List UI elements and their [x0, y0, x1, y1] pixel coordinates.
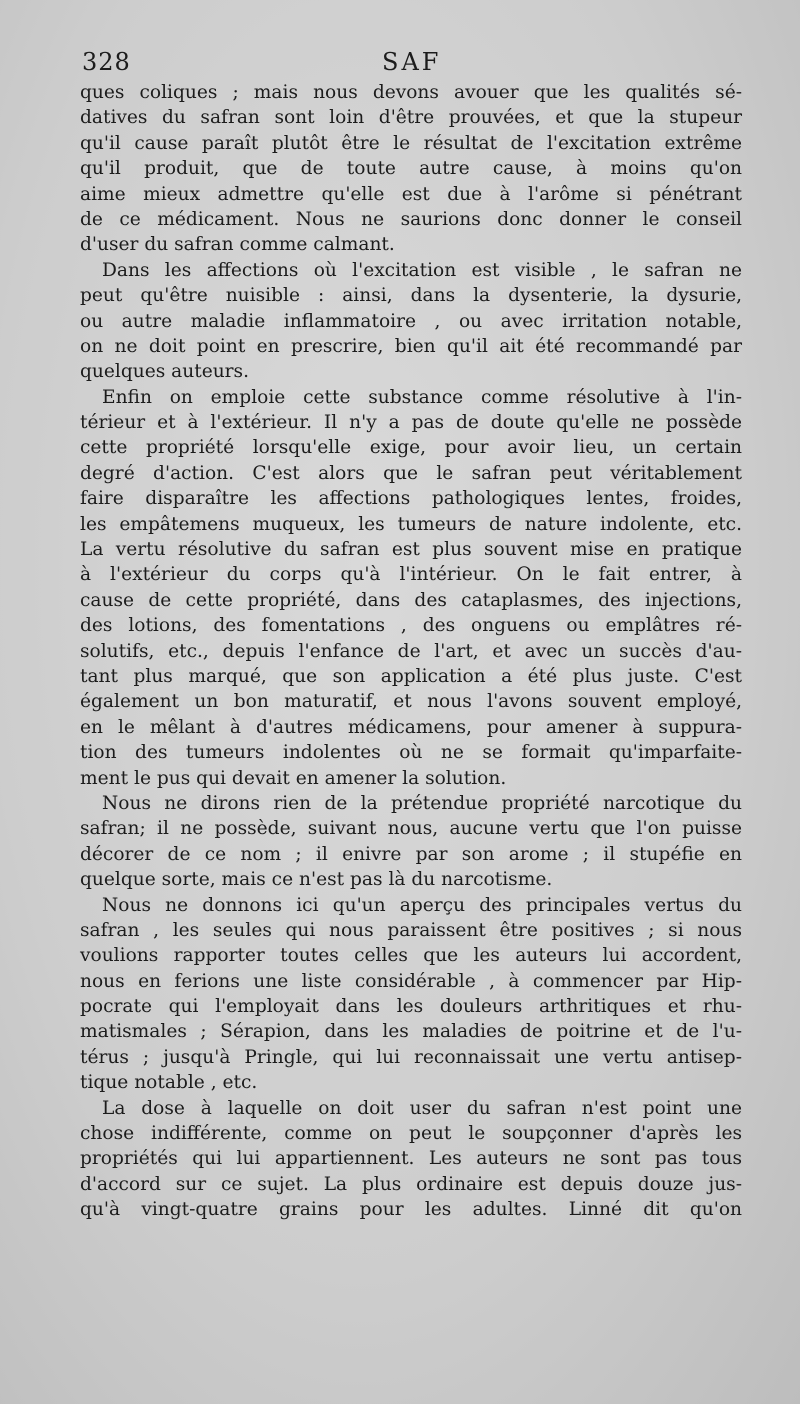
text-line: ques coliques ; mais nous devons avouer que les qualités sé- [80, 82, 742, 103]
text-line: chose indifférente, comme on peut le soupçonner d'après les [80, 1123, 742, 1145]
text-line: Nous ne donnons ici qu'un aperçu des principales vertus du [102, 894, 742, 916]
text-line: faire disparaître les affections pathologiques lentes, froides, [80, 488, 742, 510]
text-line: pocrate qui l'employait dans les douleurs arthritiques et rhu- [80, 996, 742, 1018]
text-line: solutifs, etc., depuis l'enfance de l'art, et avec un succès d'au- [80, 640, 742, 662]
text-line: La dose à laquelle on doit user du safran n'est point une [102, 1097, 742, 1119]
paragraph [80, 791, 742, 893]
text-line: safran , les seules qui nous paraissent être positives ; si nous [80, 919, 742, 941]
text-line: térieur et à l'extérieur. Il n'y a pas de doute qu'elle ne possède [80, 412, 742, 434]
page-header [82, 48, 742, 78]
text-line: cette propriété lorsqu'elle exige, pour avoir lieu, un certain [80, 437, 742, 459]
text-line: degré d'action. C'est alors que le safran peut véritablement [80, 462, 742, 484]
text-line: propriétés qui lui appartiennent. Les auteurs ne sont pas tous [80, 1148, 742, 1170]
text-line: Dans les affections où l'excitation est visible , le safran ne [102, 259, 742, 281]
text-line: peut qu'être nuisible : ainsi, dans la dysenterie, la dysurie, [80, 285, 742, 307]
text-line: des lotions, des fomentations , des onguens ou emplâtres ré- [80, 615, 742, 637]
paragraph [80, 80, 742, 258]
paragraph [80, 258, 742, 385]
running-head: SAF [382, 48, 442, 76]
text-line: quelque sorte, mais ce n'est pas là du narcotisme. [80, 869, 553, 891]
text-line: d'user du safran comme calmant. [80, 234, 395, 256]
text-line: qu'à vingt-quatre grains pour les adultes. Linné dit qu'on [80, 1199, 742, 1221]
text-line: matismales ; Sérapion, dans les maladies de poitrine et de l'u- [80, 1021, 742, 1043]
paragraph [80, 1096, 742, 1223]
text-line: voulions rapporter toutes celles que les auteurs lui accordent, [80, 945, 742, 967]
text-line: térus ; jusqu'à Pringle, qui lui reconnaissait une vertu antisep- [80, 1046, 742, 1068]
text-line: La vertu résolutive du safran est plus souvent mise en pratique [80, 539, 742, 561]
text-line: les empâtemens muqueux, les tumeurs de nature indolente, etc. [80, 513, 742, 535]
text-line: cause de cette propriété, dans des cataplasmes, des injections, [80, 589, 742, 611]
text-line: datives du safran sont loin d'être prouvées, et que la stupeur [80, 107, 742, 129]
text-line: tant plus marqué, que son application a été plus juste. C'est [80, 665, 742, 687]
paragraph [80, 893, 742, 1096]
text-line: qu'il cause paraît plutôt être le résultat de l'excitation extrême [80, 132, 742, 154]
text-line: également un bon maturatif, et nous l'avons souvent employé, [80, 691, 742, 713]
text-line: en le mêlant à d'autres médicamens, pour amener à suppura- [80, 716, 742, 738]
text-line: de ce médicament. Nous ne saurions donc donner le conseil [80, 208, 742, 230]
text-line: décorer de ce nom ; il enivre par son arome ; il stupéfie en [80, 843, 742, 865]
text-line: on ne doit point en prescrire, bien qu'il ait été recommandé par [80, 335, 742, 357]
text-line: d'accord sur ce sujet. La plus ordinaire est depuis douze jus- [80, 1173, 742, 1195]
text-line: Nous ne dirons rien de la prétendue propriété narcotique du [102, 792, 742, 814]
text-line: tion des tumeurs indolentes où ne se formait qu'imparfaite- [80, 742, 742, 764]
text-line: qu'il produit, que de toute autre cause, à moins qu'on [80, 158, 742, 180]
text-line: ou autre maladie inflammatoire , ou avec irritation notable, [80, 310, 742, 332]
text-line: nous en ferions une liste considérable , à commencer par Hip- [80, 970, 742, 992]
body-text [80, 80, 742, 1223]
paragraph [80, 385, 742, 791]
text-line: Enfin on emploie cette substance comme résolutive à l'in- [102, 386, 742, 408]
text-line: aime mieux admettre qu'elle est due à l'arôme si pénétrant [80, 183, 742, 205]
text-line: ment le pus qui devait en amener la solution. [80, 767, 507, 789]
page-number: 328 [82, 48, 131, 76]
text-line: quelques auteurs. [80, 361, 250, 383]
text-line: à l'extérieur du corps qu'à l'intérieur. On le fait entrer, à [80, 564, 742, 586]
text-line: safran; il ne possède, suivant nous, aucune vertu que l'on puisse [80, 818, 742, 840]
text-line: tique notable , etc. [80, 1072, 258, 1094]
